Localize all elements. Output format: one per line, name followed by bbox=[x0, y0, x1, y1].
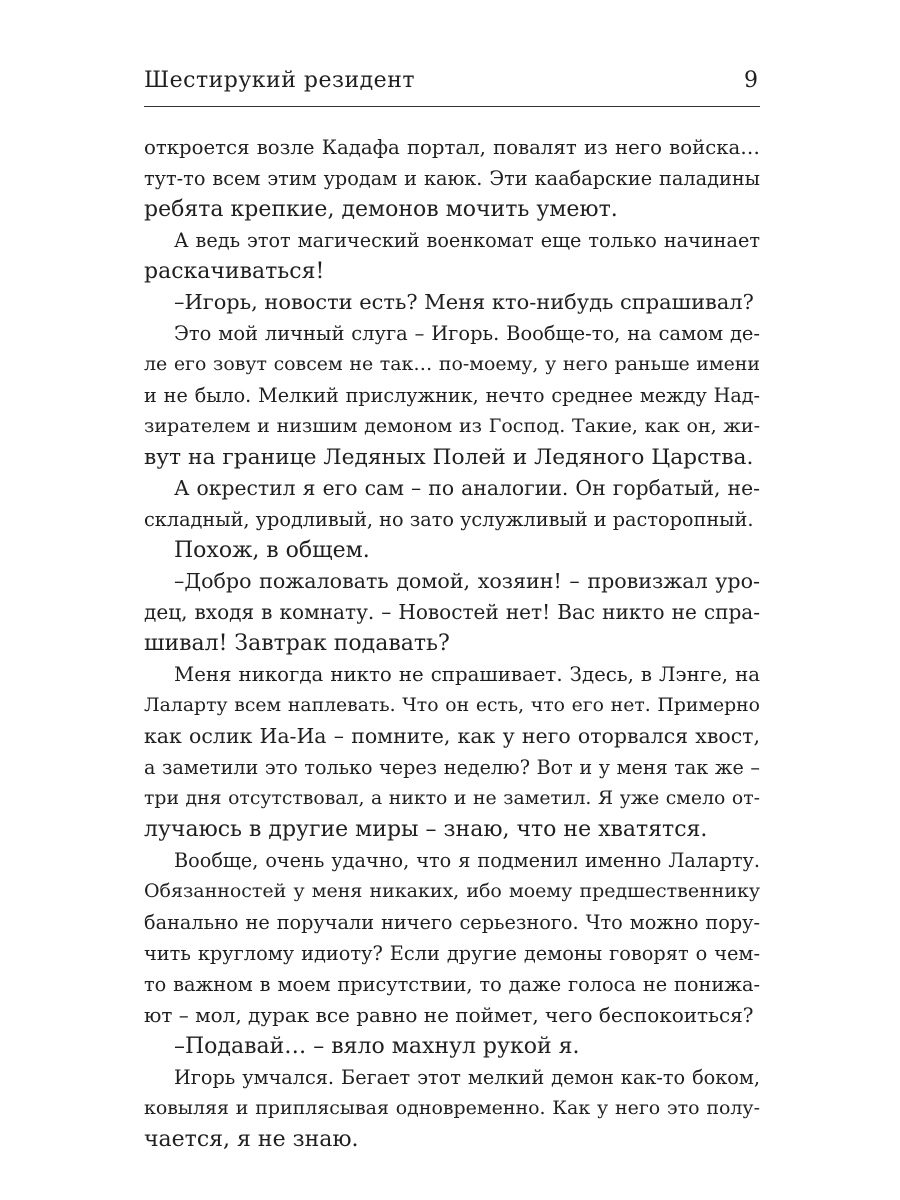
text-line: как ослик Иа-Иа – помните, как у него оторвался хвост, bbox=[144, 724, 760, 748]
text-line: и не было. Мелкий прислужник, нечто среднее между Над- bbox=[144, 384, 760, 407]
text-line: чается, я не знаю. bbox=[144, 1127, 359, 1152]
text-line: ют – мол, дурак все равно не поймет, чего беспокоиться? bbox=[144, 1003, 754, 1027]
text-line: откроется возле Кадафа портал, повалят из него войска… bbox=[144, 136, 760, 159]
text-line: раскачиваться! bbox=[144, 259, 325, 284]
text-line: лучаюсь в другие миры – знаю, что не хватятся. bbox=[144, 817, 708, 842]
text-line: Лаларту всем наплевать. Что он есть, что его нет. Примерно bbox=[144, 695, 760, 716]
text-line: а заметили это только через неделю? Вот и у меня так же – bbox=[144, 756, 760, 779]
text-line: вут на границе Ледяных Полей и Ледяного Царства. bbox=[144, 445, 754, 470]
text-line: Похож, в общем. bbox=[174, 538, 370, 563]
text-line: А ведь этот магический военкомат еще только начинает bbox=[174, 229, 760, 252]
text-line: ребята крепкие, демонов мочить умеют. bbox=[144, 197, 618, 222]
text-line: складный, уродливый, но зато услужливый и расторопный. bbox=[144, 508, 754, 531]
running-title: Шестирукий резидент bbox=[144, 68, 416, 93]
text-line: Вообще, очень удачно, что я подменил именно Лаларту. bbox=[174, 849, 760, 872]
text-line: дец, входя в комнату. – Новостей нет! Вас никто не спра- bbox=[144, 600, 760, 624]
page-number: 9 bbox=[744, 68, 758, 93]
text-line: Это мой личный слуга – Игорь. Вообще-то, на самом де- bbox=[174, 322, 760, 345]
text-line: Меня никогда никто не спрашивает. Здесь, в Лэнге, на bbox=[174, 663, 760, 686]
running-header bbox=[144, 66, 760, 107]
text-line: чить круглому идиоту? Если другие демоны говорят о чем- bbox=[144, 942, 760, 965]
text-line: –Подавай… – вяло махнул рукой я. bbox=[174, 1034, 580, 1059]
text-line: три дня отсутствовал, а никто и не заметил. Я уже смело от- bbox=[144, 788, 760, 809]
text-line: ковыляя и приплясывая одновременно. Как у него это полу- bbox=[144, 1097, 760, 1119]
text-line: тут-то всем этим уродам и каюк. Эти каабарские паладины bbox=[144, 167, 760, 190]
text-line: –Игорь, новости есть? Меня кто-нибудь спрашивал? bbox=[174, 290, 754, 314]
text-line: ле его зовут совсем не так… по-моему, у него раньше имени bbox=[144, 353, 760, 375]
text-line: банально не поручали ничего серьезного. Что можно пору- bbox=[144, 911, 760, 934]
text-line: А окрестил я его сам – по аналогии. Он горбатый, не- bbox=[174, 476, 760, 500]
text-line: –Добро пожаловать домой, хозяин! – провизжал уро- bbox=[174, 569, 760, 593]
text-line: Обязанностей у меня никаких, ибо моему предшественнику bbox=[144, 880, 760, 902]
text-line: зирателем и низшим демоном из Господ. Такие, как он, жи- bbox=[144, 415, 760, 437]
body-text bbox=[144, 132, 760, 1155]
text-line: шивал! Завтрак подавать? bbox=[144, 631, 450, 656]
text-line: то важном в моем присутствии, то даже голоса не понижа- bbox=[144, 973, 760, 996]
text-line: Игорь умчался. Бегает этот мелкий демон как-то боком, bbox=[174, 1066, 760, 1089]
